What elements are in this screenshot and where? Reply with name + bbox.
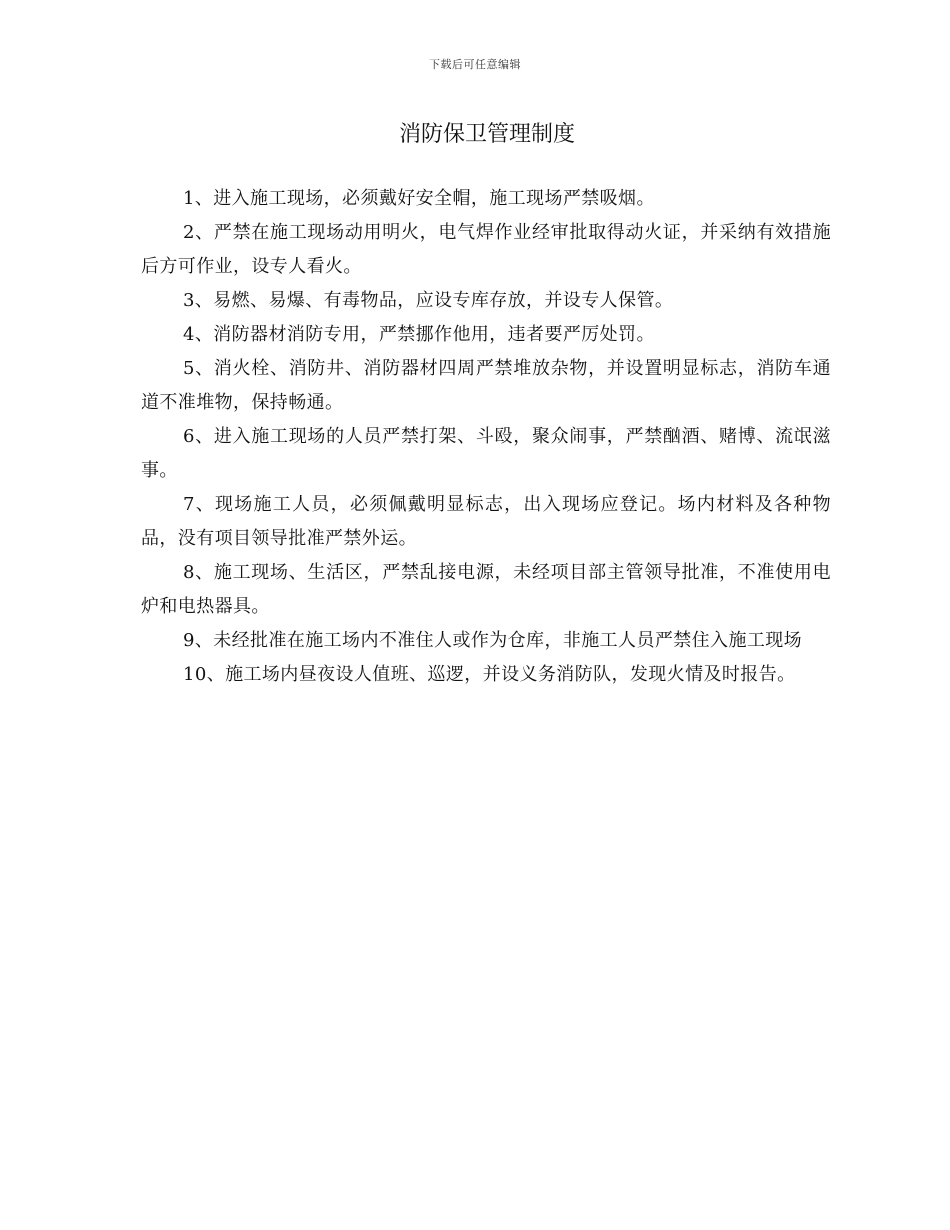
header-note: 下载后可任意编辑 xyxy=(429,58,521,71)
rule-item-4: 4、消防器材消防专用，严禁挪作他用，违者要严厉处罚。 xyxy=(183,324,655,345)
rule-item-7: 7、现场施工人员，必须佩戴明显标志，出入现场应登记。场内材料及各种物品，没有项目领导批准严禁外运。 xyxy=(141,494,831,549)
rule-item-1: 1、进入施工现场，必须戴好安全帽，施工现场严禁吸烟。 xyxy=(183,188,655,209)
rule-item-6: 6、进入施工现场的人员严禁打架、斗殴，聚众闹事，严禁酗酒、赌博、流氓滋事。 xyxy=(141,426,831,481)
rule-item-8: 8、施工现场、生活区，严禁乱接电源，未经项目部主管领导批准，不准使用电炉和电热器具。 xyxy=(141,562,831,617)
rule-item-9: 9、未经批准在施工场内不准住人或作为仓库，非施工人员严禁住入施工现场 xyxy=(183,630,803,651)
rule-item-5: 5、消火栓、消防井、消防器材四周严禁堆放杂物，并设置明显标志，消防车通道不准堆物，保持畅通。 xyxy=(141,358,831,413)
rule-item-10: 10、施工场内昼夜设人值班、巡逻，并设义务消防队，发现火情及时报告。 xyxy=(183,664,796,685)
rules-list xyxy=(141,182,831,692)
rule-item-2: 2、严禁在施工现场动用明火，电气焊作业经审批取得动火证，并采纳有效措施后方可作业，设专人看火。 xyxy=(141,222,831,277)
document-title: 消防保卫管理制度 xyxy=(398,122,575,147)
rule-item-3: 3、易燃、易爆、有毒物品，应设专库存放，并设专人保管。 xyxy=(183,290,674,311)
